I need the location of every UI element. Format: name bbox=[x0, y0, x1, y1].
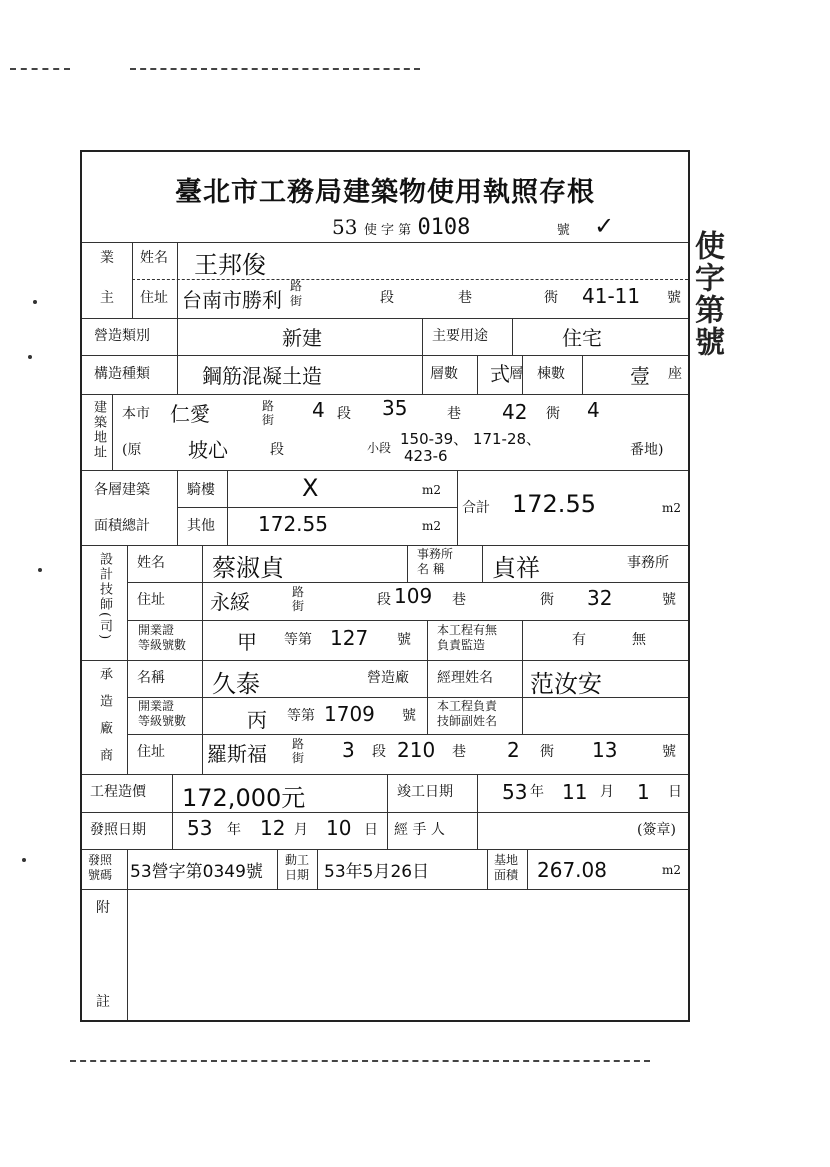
number-prefix: 53 bbox=[332, 215, 358, 239]
floors-unit: 層 bbox=[509, 366, 523, 382]
issue-date-label: 發照日期 bbox=[90, 822, 146, 838]
cost-value: 172,000元 bbox=[182, 784, 306, 812]
contractor-alley-value: 2 bbox=[507, 738, 520, 762]
designer-license-suffix: 號 bbox=[397, 632, 411, 648]
contractor-license-suffix: 號 bbox=[402, 708, 416, 724]
contractor-license-mid: 等第 bbox=[287, 708, 315, 724]
contractor-manager-value: 范汝安 bbox=[530, 670, 602, 698]
issue-day-label: 日 bbox=[364, 822, 378, 838]
site-sub-section-label: 小段 bbox=[367, 441, 392, 455]
contractor-engineer-label-1: 本工程負責 bbox=[437, 699, 498, 713]
designer-name-value: 蔡淑貞 bbox=[212, 554, 284, 582]
contractor-address-label: 住址 bbox=[137, 744, 165, 760]
handler-label: 經 手 人 bbox=[394, 822, 445, 838]
scan-speck bbox=[33, 300, 37, 304]
contractor-house-value: 13 bbox=[592, 738, 618, 762]
designer-road-label: 路 bbox=[292, 585, 305, 599]
owner-address-value: 台南市勝利 bbox=[182, 288, 282, 312]
check-mark: ✓ bbox=[594, 212, 615, 240]
site-street-label: 街 bbox=[262, 413, 275, 427]
designer-license-label-2: 等級號數 bbox=[138, 638, 187, 652]
arcade-unit: m2 bbox=[422, 483, 442, 497]
permit-number bbox=[332, 212, 614, 240]
construction-type-value: 新建 bbox=[282, 326, 322, 350]
designer-license-no: 127 bbox=[330, 626, 369, 650]
owner-house-label: 號 bbox=[667, 290, 681, 306]
number-suffix: 號 bbox=[556, 223, 570, 238]
site-lots-line2: 423-6 bbox=[404, 447, 448, 465]
total-area-label: 合計 bbox=[462, 500, 490, 516]
owner-label-top: 業 bbox=[100, 250, 114, 266]
number-value: 0108 bbox=[417, 215, 471, 240]
designer-name-label: 姓名 bbox=[137, 555, 165, 571]
designer-section-label: 段 bbox=[377, 592, 391, 608]
base-unit: m2 bbox=[662, 863, 682, 877]
main-use-label: 主要用途 bbox=[432, 328, 488, 344]
site-orig-section-label: 段 bbox=[270, 442, 284, 458]
completion-month: 11 bbox=[562, 780, 588, 804]
site-section-label: 段 bbox=[337, 406, 351, 422]
issue-month: 12 bbox=[260, 816, 286, 840]
bleed-text: 使字第號 bbox=[689, 230, 724, 358]
seal-label: (簽章) bbox=[637, 822, 676, 838]
contractor-engineer-label-2: 技師副姓名 bbox=[437, 714, 498, 728]
contractor-lane-value: 210 bbox=[397, 738, 436, 762]
designer-label: 設計技師(司) bbox=[96, 552, 112, 642]
designer-license-mid: 等第 bbox=[284, 632, 312, 648]
designer-address-value: 永綏 bbox=[210, 590, 250, 614]
permit-stub-form bbox=[80, 150, 690, 1022]
owner-section-label: 段 bbox=[380, 290, 394, 306]
issue-year: 53 bbox=[187, 816, 213, 840]
cost-label: 工程造價 bbox=[90, 784, 146, 800]
scan-dash bbox=[130, 68, 420, 70]
site-section-value: 4 bbox=[312, 398, 325, 422]
start-value: 53年5月26日 bbox=[324, 862, 430, 882]
owner-house-no: 41-11 bbox=[582, 284, 641, 308]
site-label: 建築地址 bbox=[90, 400, 106, 460]
site-alley-value: 42 bbox=[502, 400, 528, 424]
designer-house-label: 號 bbox=[662, 592, 676, 608]
contractor-manager-label: 經理姓名 bbox=[437, 670, 493, 686]
completion-month-label: 月 bbox=[600, 784, 614, 800]
site-city-label: 本市 bbox=[122, 406, 150, 422]
base-label-1: 基地 bbox=[494, 853, 519, 867]
completion-day-label: 日 bbox=[668, 784, 682, 800]
site-road-label: 路 bbox=[262, 399, 275, 413]
designer-office-label-2: 名 稱 bbox=[417, 562, 445, 576]
site-lot-label: 番地) bbox=[630, 442, 664, 458]
designer-house-value: 32 bbox=[587, 586, 613, 610]
buildings-unit: 座 bbox=[668, 366, 682, 382]
arcade-label: 騎樓 bbox=[187, 482, 215, 498]
completion-label: 竣工日期 bbox=[397, 784, 453, 800]
completion-year: 53 bbox=[502, 780, 528, 804]
form-title: 臺北市工務局建築物使用執照存根 bbox=[175, 177, 595, 208]
issue-month-label: 月 bbox=[294, 822, 308, 838]
structure-value: 鋼筋混凝土造 bbox=[202, 364, 322, 388]
floors-label: 層數 bbox=[430, 366, 458, 382]
area-label-1: 各層建築 bbox=[94, 482, 150, 498]
contractor-name-label: 名稱 bbox=[137, 670, 165, 686]
main-use-value: 住宅 bbox=[562, 326, 602, 350]
site-lots-line1: 150-39、 171-28、 bbox=[400, 430, 542, 448]
arcade-value: X bbox=[302, 474, 319, 502]
owner-lane-label: 巷 bbox=[458, 290, 472, 306]
other-area-unit: m2 bbox=[422, 519, 442, 533]
contractor-label: 承造廠商 bbox=[96, 667, 112, 775]
total-area-unit: m2 bbox=[662, 501, 682, 515]
total-area-value: 172.55 bbox=[512, 490, 596, 518]
permit-value: 53營字第0349號 bbox=[130, 862, 263, 882]
designer-office-value: 貞祥 bbox=[492, 554, 540, 582]
contractor-address-value: 羅斯福 bbox=[207, 742, 267, 766]
issue-year-label: 年 bbox=[227, 822, 241, 838]
remarks-label-bottom: 註 bbox=[96, 994, 110, 1010]
other-area-label: 其他 bbox=[187, 518, 215, 534]
owner-name-value: 王邦俊 bbox=[194, 251, 266, 279]
contractor-license-grade: 丙 bbox=[247, 708, 267, 732]
scan-speck bbox=[38, 568, 42, 572]
contractor-lane-label: 巷 bbox=[452, 744, 466, 760]
contractor-name-suffix: 營造廠 bbox=[367, 670, 409, 686]
supervision-have: 有 bbox=[572, 632, 586, 648]
designer-address-label: 住址 bbox=[137, 592, 165, 608]
scan-dash bbox=[10, 68, 70, 70]
area-label-2: 面積總計 bbox=[94, 518, 150, 534]
completion-year-label: 年 bbox=[530, 784, 544, 800]
site-orig-label: (原 bbox=[122, 442, 142, 458]
site-lane-value: 35 bbox=[382, 396, 408, 420]
permit-label-1: 發照 bbox=[88, 853, 113, 867]
owner-alley-label: 衖 bbox=[544, 290, 558, 306]
base-value: 267.08 bbox=[537, 858, 607, 882]
base-label-2: 面積 bbox=[494, 868, 519, 882]
designer-lane-label: 巷 bbox=[452, 592, 466, 608]
permit-label-2: 號碼 bbox=[88, 868, 113, 882]
scan-dash bbox=[70, 1060, 650, 1062]
start-label-1: 動工 bbox=[285, 853, 310, 867]
contractor-section-value: 3 bbox=[342, 738, 355, 762]
supervision-none: 無 bbox=[632, 632, 646, 648]
floors-value: 式 bbox=[490, 362, 510, 386]
start-label-2: 日期 bbox=[285, 868, 310, 882]
owner-name-label: 姓名 bbox=[140, 250, 168, 266]
contractor-license-no: 1709 bbox=[324, 702, 375, 726]
contractor-name-value: 久泰 bbox=[212, 670, 260, 698]
designer-section-value: 109 bbox=[394, 584, 433, 608]
buildings-value: 壹 bbox=[630, 364, 650, 388]
contractor-alley-label: 衖 bbox=[540, 744, 554, 760]
contractor-street-label: 街 bbox=[292, 751, 305, 765]
buildings-label: 棟數 bbox=[537, 366, 565, 382]
designer-office-label-1: 事務所 bbox=[417, 547, 454, 561]
scan-speck bbox=[22, 858, 26, 862]
site-lane-label: 巷 bbox=[447, 406, 461, 422]
contractor-house-label: 號 bbox=[662, 744, 676, 760]
contractor-license-label-2: 等級號數 bbox=[138, 714, 187, 728]
owner-road-label: 路 bbox=[290, 279, 303, 293]
structure-label: 構造種類 bbox=[94, 366, 150, 382]
construction-type-label: 營造類別 bbox=[94, 328, 150, 344]
designer-alley-label: 衖 bbox=[540, 592, 554, 608]
number-word: 使 字 第 bbox=[363, 223, 412, 238]
scan-speck bbox=[28, 355, 32, 359]
site-orig-section-value: 坡心 bbox=[188, 438, 228, 462]
remarks-label-top: 附 bbox=[96, 900, 110, 916]
owner-street-label: 街 bbox=[290, 294, 303, 308]
designer-license-label-1: 開業證 bbox=[138, 623, 175, 637]
site-district: 仁愛 bbox=[170, 402, 210, 426]
issue-day: 10 bbox=[326, 816, 352, 840]
site-alley-label: 衖 bbox=[546, 406, 560, 422]
contractor-license-label-1: 開業證 bbox=[138, 699, 175, 713]
owner-address-label: 住址 bbox=[140, 290, 168, 306]
completion-day: 1 bbox=[637, 780, 650, 804]
designer-office-suffix: 事務所 bbox=[627, 555, 669, 571]
designer-license-grade: 甲 bbox=[237, 630, 257, 654]
contractor-section-label: 段 bbox=[372, 744, 386, 760]
contractor-road-label: 路 bbox=[292, 737, 305, 751]
supervision-label-2: 負責監造 bbox=[437, 638, 486, 652]
designer-street-label: 街 bbox=[292, 599, 305, 613]
site-house-value: 4 bbox=[587, 398, 600, 422]
supervision-label-1: 本工程有無 bbox=[437, 623, 498, 637]
owner-label-bottom: 主 bbox=[100, 290, 114, 306]
other-area-value: 172.55 bbox=[258, 512, 328, 536]
